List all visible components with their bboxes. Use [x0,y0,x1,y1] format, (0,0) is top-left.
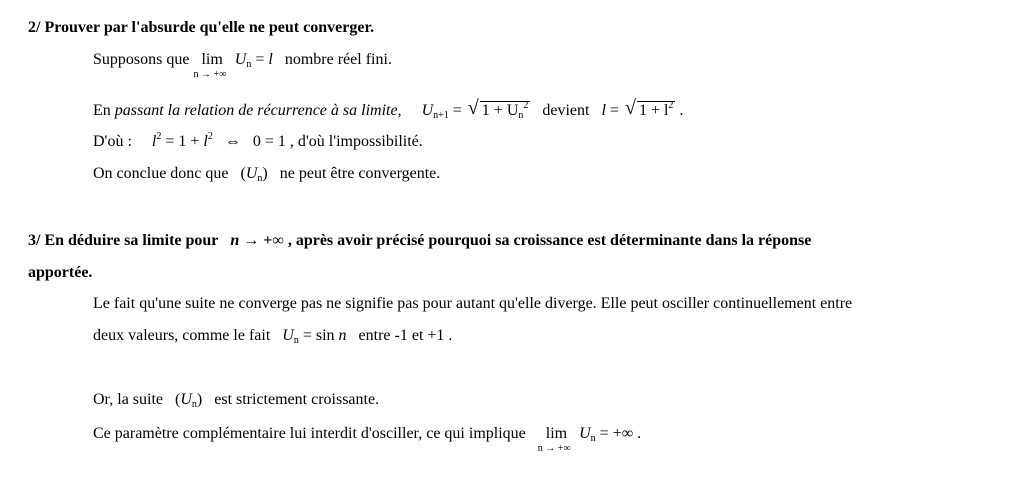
paren-open: ( [240,165,246,182]
q2-line3 [93,132,423,152]
eq2: = [605,102,623,119]
q3-para2-line2-pre: Ce paramètre complémentaire lui interdit d'osciller, ce qui implique [93,425,526,442]
arrow-text: → +∞ [239,232,284,249]
sub-n: n [590,433,596,444]
q3-para1-pre: deux valeurs, comme le fait [93,327,271,344]
sqrt-1: √ $1 + U_n^2$ [467,97,529,121]
var-U: U [579,425,591,442]
q2-line1-pre: Supposons que [93,51,190,68]
var-n: n [338,327,347,344]
paren-open: ( [175,391,181,408]
sub-n: n [191,399,197,410]
paren-close: ) [196,391,203,408]
q3-para2-pre: Or, la suite [93,391,164,408]
q2-line1-post: nombre réel fini. [284,51,392,68]
q2-line2-pre: En [93,102,115,119]
q3-limit: lim n → +∞ [537,425,571,454]
q3-heading-pre: 3/ En déduire sa limite pour [28,232,219,249]
sup-2: 2 [156,131,162,142]
q2-line1 [93,50,392,80]
sub-n: n [246,59,252,70]
q2-line2-mid: devient [542,102,590,119]
q3-heading-line2: apportée. [28,264,93,281]
q3-para2-post: est strictement croissante. [214,391,380,408]
q2-line2-italic: passant la relation de récurrence à sa limite, [114,102,402,119]
var-l: l [601,102,606,119]
q3-para2-line2-post: = +∞ . [595,425,642,442]
sub-n: n [293,335,299,346]
var-U: U [234,51,247,68]
var-l2: l [203,133,208,150]
q2-line4-pre: On conclue donc que [93,165,229,182]
q3-para1-line1: Le fait qu'une suite ne converge pas ne signifie pas pour autant qu'elle diverge. Elle peut osciller continuellement entre [93,295,853,312]
var-U: U [421,102,434,119]
var-l: l [268,51,273,68]
q2-line3-pre: D'où : [93,133,132,150]
q3-heading [28,231,811,251]
var-l: l [151,133,157,150]
sqrt-2: √ $1 + l^2$ [624,97,674,119]
q2-line3-mid: = 1 + [161,133,204,150]
q2-line3-post: 0 = 1 , d'où l'impossibilité. [252,133,423,150]
var-U: U [245,165,258,182]
eq: = [448,102,466,119]
eq-sin: = sin [298,327,339,344]
q2-line2-end: . [679,102,684,119]
q3-para2-line2 [93,424,642,454]
sub-n: n [257,173,263,184]
q3-para1-line2 [93,326,452,346]
sup-2b: 2 [207,131,213,142]
q3-heading-post: , après avoir précisé pourquoi sa croissance est déterminante dans la réponse [287,232,812,249]
q2-line2 [93,97,684,121]
iff-icon: ⇔ [224,133,241,150]
q2-heading: 2/ Prouver par l'absurde qu'elle ne peut converger. [28,19,375,36]
paren-close: ) [262,165,268,182]
var-U: U [180,391,192,408]
var-U: U [282,327,294,344]
q3-limit-under: n → +∞ [537,443,571,454]
var-n: n [230,232,240,249]
q3-para1-post: entre -1 et +1 . [358,327,453,344]
q2-line4 [93,164,440,184]
q3-para2-line1 [93,390,379,410]
q2-limit-under: n → +∞ [193,69,227,80]
eq: = [255,51,269,68]
q2-line4-post: ne peut être convergente. [279,165,441,182]
q2-limit: lim n → +∞ [193,51,227,80]
sub-n1: n+1 [433,110,449,121]
